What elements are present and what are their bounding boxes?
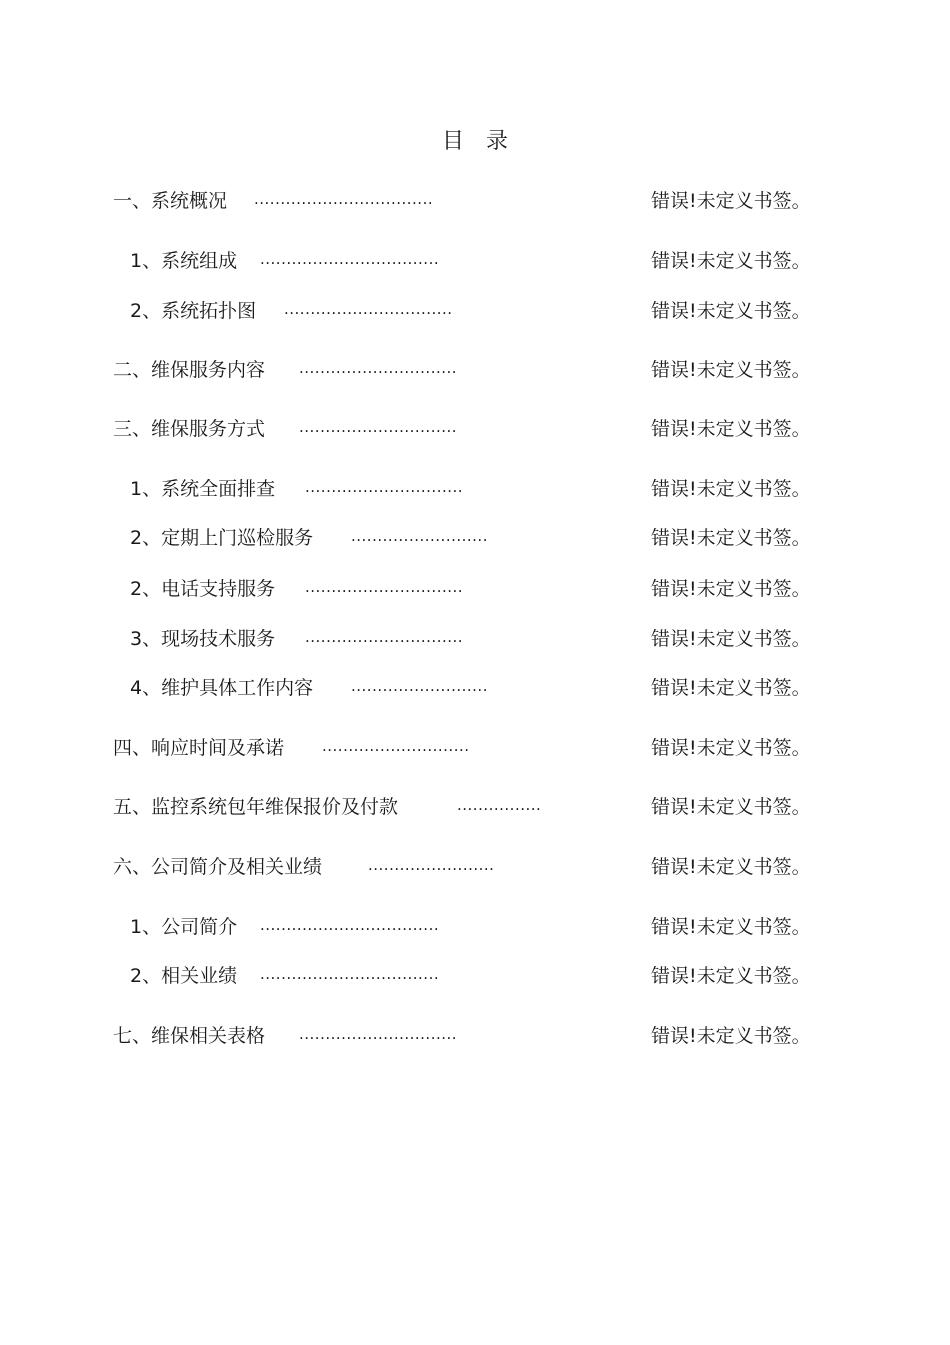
toc-entry-label: 1、公司简介	[130, 916, 238, 938]
toc-entry-label: 六、公司简介及相关业绩	[113, 856, 323, 878]
toc-entry-label: 3、现场技术服务	[130, 628, 276, 650]
toc-entry-leader: ..................................	[260, 965, 440, 983]
toc-entry-page-ref: 错误!未定义书签。	[651, 737, 811, 759]
toc-entry-label: 1、系统全面排查	[130, 478, 276, 500]
toc-entry-page-ref: 错误!未定义书签。	[651, 796, 811, 818]
toc-entry-label: 二、维保服务内容	[113, 359, 266, 381]
toc-entry-leader: ..............................	[299, 1025, 458, 1043]
toc-entry-leader: ..............................	[299, 359, 458, 377]
toc-entry-leader: ..............................	[305, 578, 464, 596]
toc-entry-page-ref: 错误!未定义书签。	[651, 965, 811, 987]
toc-entry-leader: ..........................	[351, 527, 488, 545]
toc-entry-page-ref: 错误!未定义书签。	[651, 418, 811, 440]
toc-entry-label: 2、相关业绩	[130, 965, 238, 987]
toc-entry-label: 四、响应时间及承诺	[113, 737, 285, 759]
toc-entry-label: 一、系统概况	[113, 190, 228, 212]
toc-entry-leader: ..................................	[254, 190, 434, 208]
toc-entry-label: 2、定期上门巡检服务	[130, 527, 314, 549]
toc-entry-page-ref: 错误!未定义书签。	[651, 677, 811, 699]
toc-entry-leader: ..................................	[260, 250, 440, 268]
toc-entry-page-ref: 错误!未定义书签。	[651, 190, 811, 212]
toc-entry-page-ref: 错误!未定义书签。	[651, 250, 811, 272]
toc-entry-label: 三、维保服务方式	[113, 418, 266, 440]
toc-entry-page-ref: 错误!未定义书签。	[651, 578, 811, 600]
toc-entry-label: 2、电话支持服务	[130, 578, 276, 600]
toc-entry-page-ref: 错误!未定义书签。	[651, 300, 811, 322]
toc-entry-page-ref: 错误!未定义书签。	[651, 1025, 811, 1047]
toc-entry-label: 4、维护具体工作内容	[130, 677, 314, 699]
toc-entry-label: 五、监控系统包年维保报价及付款	[113, 796, 399, 818]
toc-entry-leader: ..............................	[305, 628, 464, 646]
toc-entry-label: 七、维保相关表格	[113, 1025, 266, 1047]
toc-entry-label: 1、系统组成	[130, 250, 238, 272]
toc-entry-leader: ............................	[322, 737, 470, 755]
toc-entry-leader: ..............................	[299, 418, 458, 436]
toc-entry-leader: ................	[457, 796, 542, 814]
toc-entry-page-ref: 错误!未定义书签。	[651, 628, 811, 650]
toc-entry-leader: ..............................	[305, 478, 464, 496]
toc-entry-leader: ..................................	[260, 916, 440, 934]
toc-entry-leader: ..........................	[351, 677, 488, 695]
toc-entry-leader: ........................	[368, 856, 495, 874]
toc-entry-page-ref: 错误!未定义书签。	[651, 527, 811, 549]
toc-entry-leader: ................................	[284, 300, 453, 318]
toc-entry-page-ref: 错误!未定义书签。	[651, 856, 811, 878]
toc-entry-page-ref: 错误!未定义书签。	[651, 916, 811, 938]
toc-entry-page-ref: 错误!未定义书签。	[651, 478, 811, 500]
page-title: 目 录	[441, 129, 508, 154]
toc-entry-page-ref: 错误!未定义书签。	[651, 359, 811, 381]
toc-entry-label: 2、系统拓扑图	[130, 300, 257, 322]
